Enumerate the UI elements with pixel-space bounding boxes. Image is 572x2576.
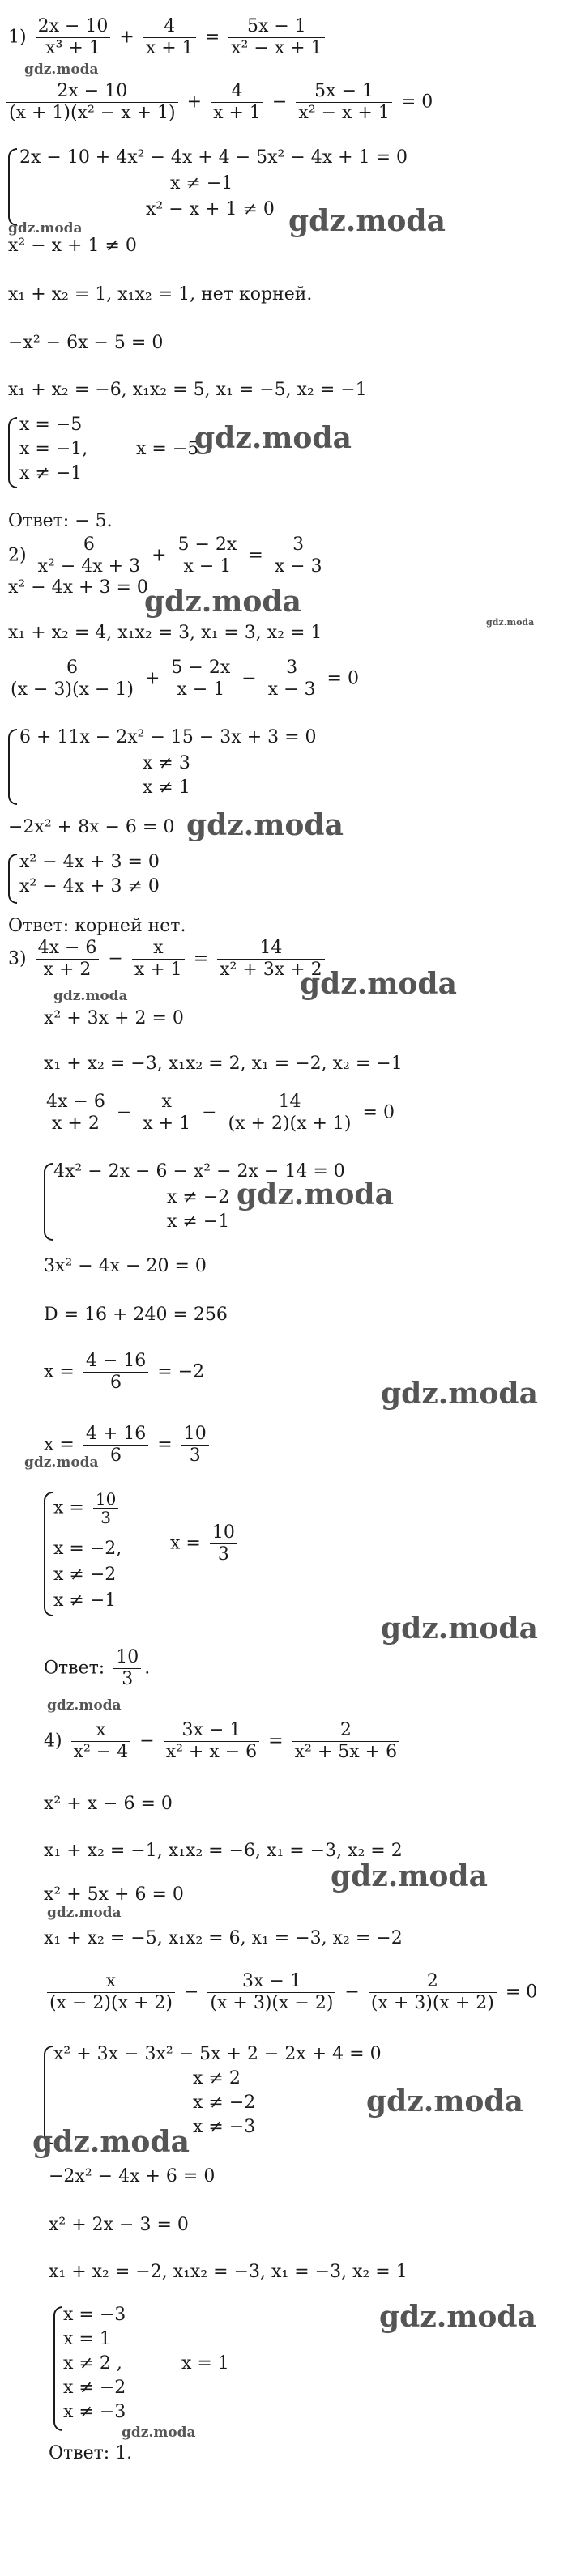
system-line: x ≠ −2	[167, 1187, 230, 1207]
fraction: $\frac{5x - 1}{\text{x² − x + 1}}$	[228, 16, 324, 59]
system-line: x ≠ −1	[19, 463, 83, 483]
system-line: x² + 3x − 3x² − 5x + 2 − 2x + 4 = 0	[53, 2044, 382, 2064]
system-line: x ≠ −2	[193, 2093, 256, 2113]
system-line: x ≠ −1	[53, 1590, 117, 1611]
problem-number: 4)	[44, 1731, 62, 1752]
system-brace	[8, 854, 17, 904]
math-line: x₁ + x₂ = 4, x₁x₂ = 3, x₁ = 3, x₂ = 1	[8, 623, 322, 643]
system-brace	[8, 729, 17, 805]
problem-1-common-denominator: $\frac{2x - 10}{\text{(x + 1)(x² − x + 1)}}$ + $\frac{4}{x + 1}$ − $\frac{5x - 1}{\text{x² − x + 1}}$ = 0	[3, 81, 433, 124]
watermark: gdz.moda	[379, 2300, 536, 2334]
math-line: x² + 3x + 2 = 0	[44, 1008, 184, 1028]
system-line: x ≠ 2 ,	[63, 2353, 122, 2374]
math-line: x₁ + x₂ = 1, x₁x₂ = 1, нет корней.	[8, 284, 313, 304]
root-2: x = $\frac{4 + 16}{6}$ = $\frac{10}{3}$	[44, 1424, 212, 1467]
watermark: gdz.moda	[186, 808, 344, 842]
math-line: x² + 5x + 6 = 0	[44, 1884, 184, 1905]
math-line: x₁ + x₂ = −2, x₁x₂ = −3, x₁ = −3, x₂ = 1	[49, 2262, 408, 2282]
system-line: x² − x + 1 ≠ 0	[146, 199, 275, 219]
watermark: gdz.moda	[47, 1697, 122, 1714]
watermark: gdz.moda	[300, 967, 457, 1001]
math-line: x² + 2x − 3 = 0	[49, 2215, 189, 2235]
system-line: 4x² − 2x − 6 − x² − 2x − 14 = 0	[53, 1161, 345, 1182]
problem-4-equation: 4) $\frac{x}{\text{x² − 4}}$ − $\frac{3x - 1}{\text{x² + x − 6}}$ = $\frac{2}{\text{x² + 5x + 6}}$	[44, 1720, 403, 1763]
system-line: x² − 4x + 3 ≠ 0	[19, 876, 160, 896]
math-line: x² + x − 6 = 0	[44, 1794, 173, 1814]
system-brace	[8, 417, 17, 488]
system-line: x ≠ −1	[167, 1211, 230, 1232]
watermark: gdz.moda	[8, 220, 83, 236]
answer: Ответ: − 5.	[8, 511, 113, 531]
system-line: x ≠ 1	[143, 777, 190, 798]
watermark: gdz.moda	[381, 1612, 538, 1646]
system-line: x = $\frac{10}{3}$	[53, 1490, 122, 1526]
math-line: −2x² − 4x + 6 = 0	[49, 2166, 216, 2186]
watermark: gdz.moda	[32, 2125, 190, 2159]
root-1: x = $\frac{4 - 16}{6}$ = −2	[44, 1351, 205, 1393]
problem-3-equation: 3) $\frac{4x - 6}{x + 2}$ − $\frac{x}{x + 1}$ = $\frac{14}{\text{x² + 3x + 2}}$	[8, 938, 328, 981]
problem-number: 2)	[8, 545, 27, 566]
math-line: x₁ + x₂ = −3, x₁x₂ = 2, x₁ = −2, x₂ = −1	[44, 1054, 403, 1074]
watermark: gdz.moda	[288, 204, 446, 238]
math-line: −x² − 6x − 5 = 0	[8, 333, 164, 353]
math-line: D = 16 + 240 = 256	[44, 1305, 228, 1325]
math-line: 3x² − 4x − 20 = 0	[44, 1256, 207, 1276]
watermark: gdz.moda	[331, 1859, 488, 1893]
watermark: gdz.moda	[53, 988, 128, 1004]
answer: Ответ: корней нет.	[8, 916, 186, 936]
math-line: −2x² + 8x − 6 = 0	[8, 817, 175, 837]
watermark: gdz.moda	[381, 1377, 538, 1411]
watermark: gdz.moda	[24, 1454, 99, 1471]
watermark: gdz.moda	[144, 585, 301, 619]
fraction: $\frac{4}{x + 1}$	[143, 16, 196, 59]
problem-3-common-denominator: $\frac{4x - 6}{x + 2}$ − $\frac{x}{x + 1}$ − $\frac{14}{(x + 2)(x + 1)}$ = 0	[41, 1092, 395, 1135]
fraction: $\frac{2x - 10}{\text{x³ + 1}}$	[36, 16, 111, 59]
math-line: x² − 4x + 3 = 0	[8, 577, 148, 598]
system-line: 6 + 11x − 2x² − 15 − 3x + 3 = 0	[19, 727, 317, 747]
system-line: x ≠ −1	[170, 173, 233, 194]
system-brace	[53, 2306, 62, 2431]
system-line: x = −1,	[19, 439, 88, 459]
system-result: x = $\frac{10}{3}$	[170, 1522, 241, 1565]
system-result: x = −5	[136, 439, 199, 459]
math-line: x₁ + x₂ = −5, x₁x₂ = 6, x₁ = −3, x₂ = −2	[44, 1928, 403, 1948]
problem-number: 1)	[8, 27, 27, 48]
system-line: x ≠ −2	[53, 1565, 117, 1585]
answer: Ответ: 1.	[49, 2443, 133, 2463]
math-line: x₁ + x₂ = −6, x₁x₂ = 5, x₁ = −5, x₂ = −1	[8, 380, 367, 400]
system-line: 2x − 10 + 4x² − 4x + 4 − 5x² − 4x + 1 = 0	[19, 147, 408, 168]
math-line: x₁ + x₂ = −1, x₁x₂ = −6, x₁ = −3, x₂ = 2	[44, 1841, 403, 1861]
system-line: x ≠ −2	[63, 2378, 126, 2398]
system-line: x = −5	[19, 415, 83, 435]
system-line: x ≠ −3	[193, 2117, 256, 2137]
watermark: gdz.moda	[122, 2425, 196, 2441]
system-line: x ≠ 2	[193, 2068, 241, 2088]
system-line: x ≠ −3	[63, 2402, 126, 2422]
system-result: x = 1	[181, 2353, 229, 2374]
problem-4-common-denominator: $\frac{x}{(x - 2)(x + 2)}$ − $\frac{3x - 1}{(x + 3)(x - 2)}$ − $\frac{2}{(x + 3)(x + 2)}$ = 0	[44, 1971, 537, 2014]
watermark: gdz.moda	[366, 2084, 523, 2118]
system-brace	[8, 148, 17, 226]
watermark: gdz.moda	[237, 1177, 394, 1211]
watermark: gdz.moda	[486, 617, 535, 628]
watermark: gdz.moda	[194, 421, 352, 455]
problem-number: 3)	[8, 948, 27, 969]
system-line: x = −2,	[53, 1539, 122, 1559]
problem-2-equation: 2) $\frac{6}{\text{x² − 4x + 3}}$ + $\frac{5 - 2x}{x - 1}$ = $\frac{3}{x - 3}$	[8, 534, 328, 577]
problem-1-equation: 1) $\frac{2x - 10}{\text{x³ + 1}}$ + $\frac{4}{x + 1}$ = $\frac{5x - 1}{\text{x² − x + 1}}$	[8, 16, 328, 59]
watermark: gdz.moda	[47, 1905, 122, 1921]
problem-2-common-denominator: $\frac{6}{(x - 3)(x - 1)}$ + $\frac{5 - 2x}{x - 1}$ − $\frac{3}{x - 3}$ = 0	[5, 658, 359, 700]
system-brace	[44, 1492, 53, 1616]
system-line: x² − 4x + 3 = 0	[19, 852, 160, 872]
system-line: x = −3	[63, 2305, 126, 2325]
math-line: x² − x + 1 ≠ 0	[8, 236, 137, 256]
system-line: x ≠ 3	[143, 753, 190, 773]
watermark: gdz.moda	[24, 62, 99, 78]
system-brace	[44, 1163, 53, 1241]
system-line: x = 1	[63, 2329, 111, 2349]
answer: Ответ: $\frac{10}{3}$ .	[44, 1647, 151, 1689]
